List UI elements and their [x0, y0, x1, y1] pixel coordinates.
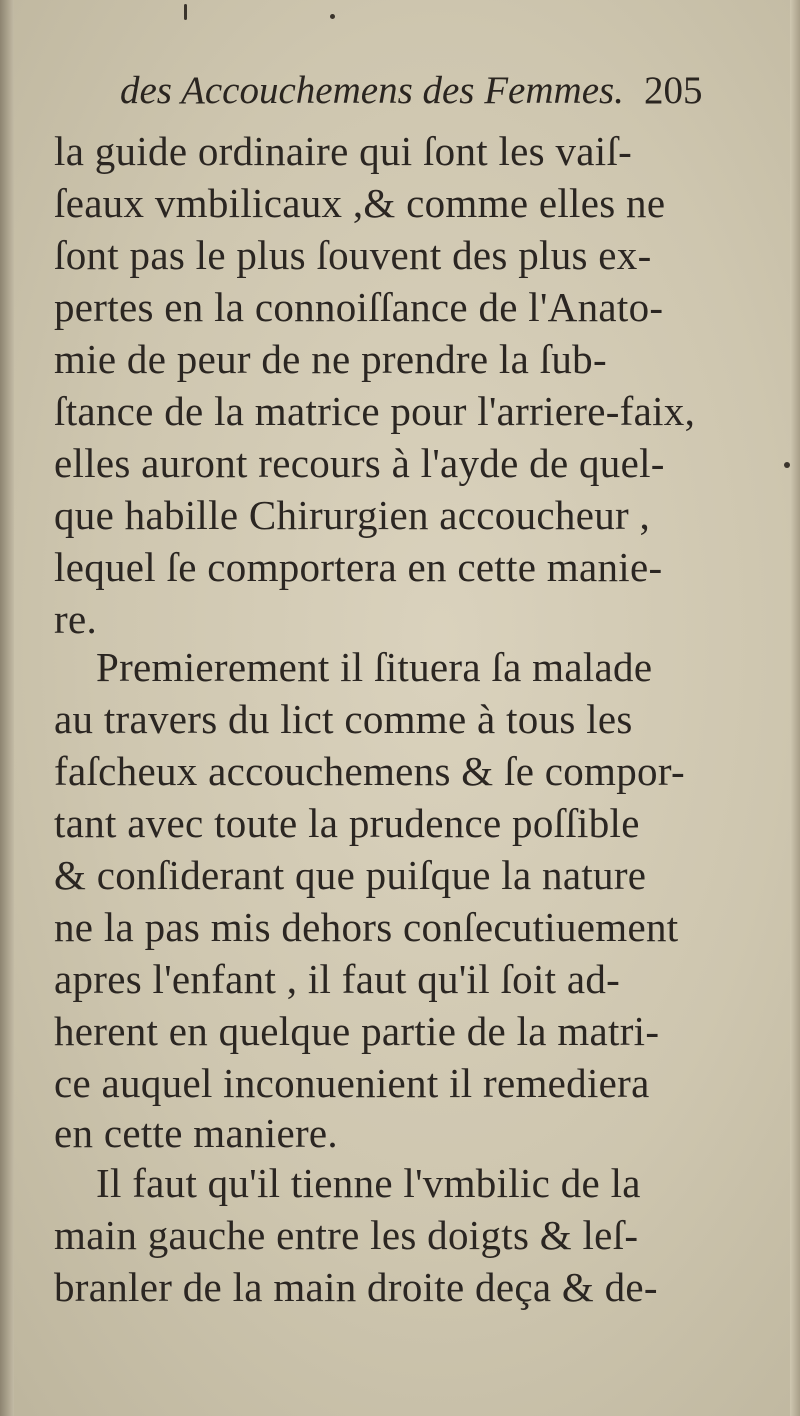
text-line: que habille Chirurgien accoucheur , [54, 492, 651, 538]
text-line: ſont pas le plus ſouvent des plus ex- [54, 232, 652, 278]
text-line: main gauche entre les doigts & leſ- [54, 1212, 639, 1258]
text-line: re. [54, 596, 98, 642]
text-line: & conſiderant que puiſque la nature [54, 852, 647, 898]
text-line: apres l'enfant , il faut qu'il ſoit ad- [54, 956, 621, 1002]
text-line: herent en quelque partie de la matri- [54, 1008, 660, 1054]
text-line: ſeaux vmbilicaux ,& comme elles ne [54, 180, 666, 226]
text-line: elles auront recours à l'ayde de quel- [54, 440, 665, 486]
text-line: Il faut qu'il tienne l'vmbilic de la [96, 1160, 641, 1206]
text-line: ce auquel inconuenient il remediera [54, 1060, 650, 1106]
text-line: tant avec toute la prudence poſſible [54, 800, 640, 846]
running-title: des Accouchemens des Femmes. [120, 69, 624, 112]
text-line: lequel ſe comportera en cette manie- [54, 544, 663, 590]
text-line: faſcheux accouchemens & ſe compor- [54, 748, 685, 794]
text-line: en cette maniere. [54, 1110, 338, 1156]
page-number: 205 [644, 69, 703, 112]
text-line: ſtance de la matrice pour l'arriere-faix, [54, 388, 696, 434]
text-line: pertes en la connoiſſance de l'Anato- [54, 284, 664, 330]
paper-speck [184, 4, 187, 20]
text-line: Premierement il ſituera ſa malade [96, 644, 653, 690]
text-line: au travers du lict comme à tous les [54, 696, 633, 742]
text-line: branler de la main droite deça & de- [54, 1264, 658, 1310]
text-line: mie de peur de ne prendre la ſub- [54, 336, 607, 382]
text-line: ne la pas mis dehors conſecutiuement [54, 904, 679, 950]
paper-speck [330, 14, 335, 19]
paper-speck [784, 462, 790, 468]
text-line: la guide ordinaire qui ſont les vaiſ- [54, 128, 633, 174]
